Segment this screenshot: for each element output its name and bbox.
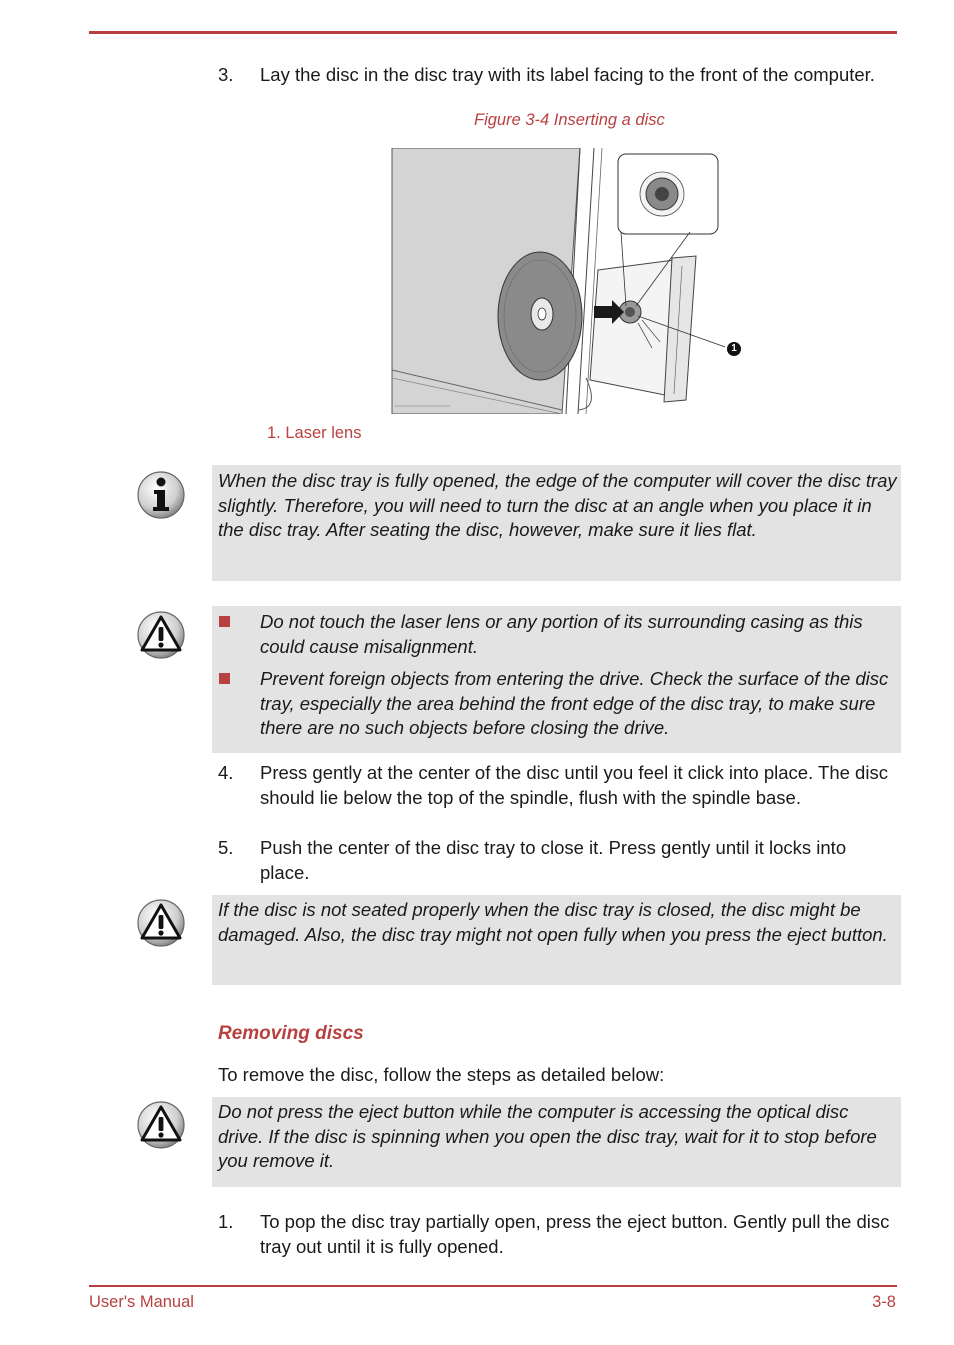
info-icon	[136, 470, 186, 520]
bullet-marker	[219, 616, 230, 627]
warning-note-text: If the disc is not seated properly when the disc tray is closed, the disc might be damaged. Also, the disc tray might not open fully when you press the eject button.	[218, 899, 888, 945]
step-number: 5.	[218, 837, 234, 858]
step-4	[218, 761, 898, 810]
step-number: 4.	[218, 762, 234, 783]
warning-bullet-text: Do not touch the laser lens or any portion of its surrounding casing as this could cause misalignment.	[260, 611, 863, 657]
warning-note-1	[212, 606, 901, 753]
warning-bullet-text: Prevent foreign objects from entering the drive. Check the surface of the disc tray, especially the area behind the front edge of the disc tray, to make sure there are no such objects before closing the drive.	[260, 668, 889, 738]
warning-triangle-icon	[136, 610, 186, 660]
step-5	[218, 836, 898, 885]
step-text: Press gently at the center of the disc until you feel it click into place. The disc should lie below the top of the spindle, flush with the spindle base.	[260, 762, 888, 808]
warning-triangle-icon	[136, 1100, 186, 1150]
footer-page-number: 3-8	[872, 1293, 896, 1311]
disc-insertion-illustration	[390, 148, 725, 414]
figure-legend: 1. Laser lens	[267, 424, 362, 442]
step-text: Lay the disc in the disc tray with its label facing to the front of the computer.	[260, 64, 875, 85]
step-3	[218, 63, 898, 88]
warning-note-3	[212, 1097, 901, 1187]
header-rule	[89, 31, 897, 34]
figure-inserting-disc	[390, 148, 725, 414]
info-note-text: When the disc tray is fully opened, the edge of the computer will cover the disc tray slightly. Therefore, you will need to turn the disc at an angle when you place it in the disc tray. After seating the disc, however, make sure it lies flat.	[218, 470, 897, 540]
step-number: 3.	[218, 64, 234, 85]
warning-triangle-icon	[136, 898, 186, 948]
section-heading: Removing discs	[218, 1023, 364, 1044]
step-number: 1.	[218, 1211, 234, 1232]
warning-note-text: Do not press the eject button while the computer is accessing the optical disc drive. If the disc is spinning when you open the disc tray, wait for it to stop before you remove it.	[218, 1101, 877, 1171]
step-text: Push the center of the disc tray to close it. Press gently until it locks into place.	[260, 837, 847, 883]
figure-caption: Figure 3-4 Inserting a disc	[474, 111, 665, 129]
bullet-marker	[219, 673, 230, 684]
footer-manual-title: User's Manual	[89, 1293, 194, 1311]
info-note	[212, 465, 901, 581]
warning-note-2	[212, 895, 901, 985]
step-text: To pop the disc tray partially open, press the eject button. Gently pull the disc tray out until it is fully opened.	[260, 1211, 890, 1257]
callout-number: 1	[727, 342, 741, 356]
footer-rule	[89, 1285, 897, 1287]
section-intro: To remove the disc, follow the steps as detailed below:	[218, 1064, 665, 1085]
remove-step-1	[218, 1210, 898, 1259]
